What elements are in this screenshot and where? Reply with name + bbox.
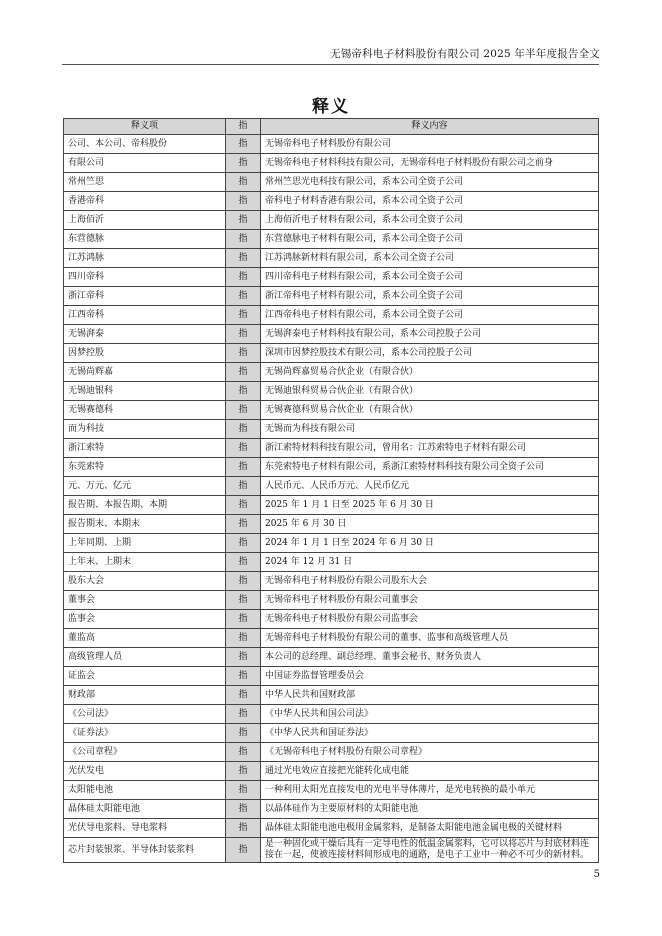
- ref-cell: 指: [226, 439, 261, 458]
- table-row: [64, 572, 599, 591]
- table-row: [64, 686, 599, 705]
- term-cell: 《公司章程》: [64, 743, 226, 762]
- definition-cell: 无锡赛德科贸易合伙企业（有限合伙）: [261, 401, 599, 420]
- ref-cell: 指: [226, 629, 261, 648]
- table-row: [64, 629, 599, 648]
- ref-cell: 指: [226, 192, 261, 211]
- definition-cell: 无锡迪银科贸易合伙企业（有限合伙）: [261, 382, 599, 401]
- table-row: [64, 401, 599, 420]
- term-cell: 监事会: [64, 610, 226, 629]
- term-cell: 证监会: [64, 667, 226, 686]
- table-row: [64, 724, 599, 743]
- ref-cell: 指: [226, 667, 261, 686]
- term-cell: 常州竺思: [64, 173, 226, 192]
- table-row: [64, 762, 599, 781]
- table-row: [64, 363, 599, 382]
- term-cell: 高级管理人员: [64, 648, 226, 667]
- ref-cell: 指: [226, 401, 261, 420]
- term-cell: 董事会: [64, 591, 226, 610]
- term-cell: 芯片封装银浆、半导体封装浆料: [64, 838, 226, 863]
- table-row: [64, 667, 599, 686]
- ref-cell: 指: [226, 572, 261, 591]
- term-cell: 董监高: [64, 629, 226, 648]
- ref-cell: 指: [226, 781, 261, 800]
- ref-cell: 指: [226, 724, 261, 743]
- ref-cell: 指: [226, 591, 261, 610]
- term-cell: 光伏发电: [64, 762, 226, 781]
- definition-cell: 中国证券监督管理委员会: [261, 667, 599, 686]
- glossary-table: [63, 118, 599, 863]
- definition-cell: 上海佰沂电子材料有限公司，系本公司全资子公司: [261, 211, 599, 230]
- ref-cell: 指: [226, 268, 261, 287]
- table-row: [64, 268, 599, 287]
- term-cell: 股东大会: [64, 572, 226, 591]
- term-cell: 太阳能电池: [64, 781, 226, 800]
- ref-cell: 指: [226, 249, 261, 268]
- ref-cell: 指: [226, 686, 261, 705]
- term-cell: 香港帝科: [64, 192, 226, 211]
- table-row: [64, 135, 599, 154]
- ref-cell: 指: [226, 154, 261, 173]
- table-row: [64, 781, 599, 800]
- ref-cell: 指: [226, 363, 261, 382]
- header-rule: [62, 64, 599, 65]
- term-cell: 光伏导电浆料、导电浆料: [64, 819, 226, 838]
- table-row: [64, 249, 599, 268]
- term-cell: 《证券法》: [64, 724, 226, 743]
- definition-cell: 2025 年 1 月 1 日至 2025 年 6 月 30 日: [261, 496, 599, 515]
- definition-cell: 深圳市因梦控股技术有限公司，系本公司控股子公司: [261, 344, 599, 363]
- term-cell: 而为科技: [64, 420, 226, 439]
- table-row: [64, 192, 599, 211]
- table-row: [64, 211, 599, 230]
- definition-cell: 《中华人民共和国证券法》: [261, 724, 599, 743]
- ref-cell: 指: [226, 287, 261, 306]
- ref-cell: 指: [226, 610, 261, 629]
- definition-cell: 一种利用太阳光直接发电的光电半导体薄片，是光电转换的最小单元: [261, 781, 599, 800]
- ref-cell: 指: [226, 819, 261, 838]
- header-definition: 释义内容: [261, 119, 599, 135]
- table-row: [64, 610, 599, 629]
- definition-cell: 2025 年 6 月 30 日: [261, 515, 599, 534]
- term-cell: 无锡赛德科: [64, 401, 226, 420]
- term-cell: 元、万元、亿元: [64, 477, 226, 496]
- term-cell: 晶体硅太阳能电池: [64, 800, 226, 819]
- term-cell: 四川帝科: [64, 268, 226, 287]
- ref-cell: 指: [226, 477, 261, 496]
- definition-cell: 无锡帝科电子材料股份有限公司董事会: [261, 591, 599, 610]
- definition-cell: 《无锡帝科电子材料股份有限公司章程》: [261, 743, 599, 762]
- ref-cell: 指: [226, 800, 261, 819]
- ref-cell: 指: [226, 344, 261, 363]
- definition-cell: 东营德脉电子材料有限公司，系本公司全资子公司: [261, 230, 599, 249]
- definition-cell: 江西帝科电子材料有限公司，系本公司全资子公司: [261, 306, 599, 325]
- definition-cell: 浙江帝科电子材料有限公司，系本公司全资子公司: [261, 287, 599, 306]
- term-cell: 财政部: [64, 686, 226, 705]
- term-cell: 《公司法》: [64, 705, 226, 724]
- definition-cell: 通过光电效应直接把光能转化成电能: [261, 762, 599, 781]
- definition-cell: 常州竺思光电科技有限公司，系本公司全资子公司: [261, 173, 599, 192]
- page-title: 释义: [312, 97, 350, 117]
- term-cell: 浙江索特: [64, 439, 226, 458]
- page-number: 5: [593, 869, 600, 880]
- term-cell: 公司、本公司、帝科股份: [64, 135, 226, 154]
- ref-cell: 指: [226, 496, 261, 515]
- running-header: 无锡帝科电子材料股份有限公司 2025 年半年度报告全文: [330, 48, 600, 60]
- definition-cell: 晶体硅太阳能电池电极用金属浆料，是制备太阳能电池金属电极的关键材料: [261, 819, 599, 838]
- definition-cell: 2024 年 1 月 1 日至 2024 年 6 月 30 日: [261, 534, 599, 553]
- table-row: [64, 420, 599, 439]
- ref-cell: 指: [226, 306, 261, 325]
- term-cell: 浙江帝科: [64, 287, 226, 306]
- definition-cell: 浙江索特材料科技有限公司，曾用名：江苏索特电子材料有限公司: [261, 439, 599, 458]
- table-row: [64, 534, 599, 553]
- ref-cell: 指: [226, 135, 261, 154]
- definition-cell: 无锡帝科电子材料股份有限公司的董事、监事和高级管理人员: [261, 629, 599, 648]
- ref-cell: 指: [226, 173, 261, 192]
- ref-cell: 指: [226, 838, 261, 863]
- term-cell: 江西帝科: [64, 306, 226, 325]
- ref-cell: 指: [226, 534, 261, 553]
- ref-cell: 指: [226, 382, 261, 401]
- definition-cell: 无锡而为科技有限公司: [261, 420, 599, 439]
- table-row: [64, 344, 599, 363]
- table-row: [64, 230, 599, 249]
- definition-cell: 无锡帝科电子材料股份有限公司监事会: [261, 610, 599, 629]
- table-row: [64, 439, 599, 458]
- term-cell: 江苏鸿脉: [64, 249, 226, 268]
- table-row: [64, 705, 599, 724]
- term-cell: 东莞索特: [64, 458, 226, 477]
- table-row: [64, 515, 599, 534]
- term-cell: 有限公司: [64, 154, 226, 173]
- definition-cell: 无锡尚辉嘉贸易合伙企业（有限合伙）: [261, 363, 599, 382]
- definition-cell: 本公司的总经理、副总经理、董事会秘书、财务负责人: [261, 648, 599, 667]
- definition-cell: 人民币元、人民币万元、人民币亿元: [261, 477, 599, 496]
- table-row: [64, 287, 599, 306]
- definition-cell: 无锡湃泰电子材料科技有限公司，系本公司控股子公司: [261, 325, 599, 344]
- table-row: [64, 819, 599, 838]
- ref-cell: 指: [226, 743, 261, 762]
- ref-cell: 指: [226, 762, 261, 781]
- definition-cell: 无锡帝科电子材料科技有限公司，无锡帝科电子材料股份有限公司之前身: [261, 154, 599, 173]
- table-row: [64, 553, 599, 572]
- header-ref: 指: [226, 119, 261, 135]
- definition-cell: 以晶体硅作为主要原材料的太阳能电池: [261, 800, 599, 819]
- table-row: [64, 458, 599, 477]
- table-row: [64, 496, 599, 515]
- ref-cell: 指: [226, 211, 261, 230]
- ref-cell: 指: [226, 648, 261, 667]
- table-row: [64, 648, 599, 667]
- header-term: 释义项: [64, 119, 226, 135]
- table-row: [64, 173, 599, 192]
- definition-cell: 江苏鸿脉新材料有限公司，系本公司全资子公司: [261, 249, 599, 268]
- ref-cell: 指: [226, 230, 261, 249]
- ref-cell: 指: [226, 705, 261, 724]
- term-cell: 无锡迪银科: [64, 382, 226, 401]
- definition-cell: 帝科电子材料香港有限公司，系本公司全资子公司: [261, 192, 599, 211]
- definition-cell: 无锡帝科电子材料股份有限公司: [261, 135, 599, 154]
- ref-cell: 指: [226, 553, 261, 572]
- table-row: [64, 743, 599, 762]
- term-cell: 无锡尚辉嘉: [64, 363, 226, 382]
- definition-cell: 中华人民共和国财政部: [261, 686, 599, 705]
- ref-cell: 指: [226, 420, 261, 439]
- table-row: [64, 154, 599, 173]
- table-row: [64, 477, 599, 496]
- ref-cell: 指: [226, 515, 261, 534]
- table-body: [64, 135, 599, 863]
- term-cell: 上年末、上期末: [64, 553, 226, 572]
- table-header-row: [64, 119, 599, 135]
- table-row: [64, 325, 599, 344]
- table-row: [64, 800, 599, 819]
- definition-cell: 《中华人民共和国公司法》: [261, 705, 599, 724]
- term-cell: 上海佰沂: [64, 211, 226, 230]
- term-cell: 报告期末、本期末: [64, 515, 226, 534]
- term-cell: 上年同期、上期: [64, 534, 226, 553]
- ref-cell: 指: [226, 325, 261, 344]
- definition-cell: 四川帝科电子材料有限公司，系本公司全资子公司: [261, 268, 599, 287]
- table-row: [64, 838, 599, 863]
- definition-cell: 是一种固化或干燥后具有一定导电性的低温金属浆料，它可以将芯片与封底材料连接在一起，使被连接材料间形成电的通路，是电子工业中一种必不可少的新材料。: [261, 838, 599, 863]
- definition-cell: 无锡帝科电子材料股份有限公司股东大会: [261, 572, 599, 591]
- term-cell: 因梦控股: [64, 344, 226, 363]
- table-row: [64, 591, 599, 610]
- table-row: [64, 382, 599, 401]
- term-cell: 无锡湃泰: [64, 325, 226, 344]
- term-cell: 报告期、本报告期、本期: [64, 496, 226, 515]
- term-cell: 东营德脉: [64, 230, 226, 249]
- definition-cell: 东莞索特电子材料有限公司，系浙江索特材料科技有限公司全资子公司: [261, 458, 599, 477]
- definition-cell: 2024 年 12 月 31 日: [261, 553, 599, 572]
- ref-cell: 指: [226, 458, 261, 477]
- table-row: [64, 306, 599, 325]
